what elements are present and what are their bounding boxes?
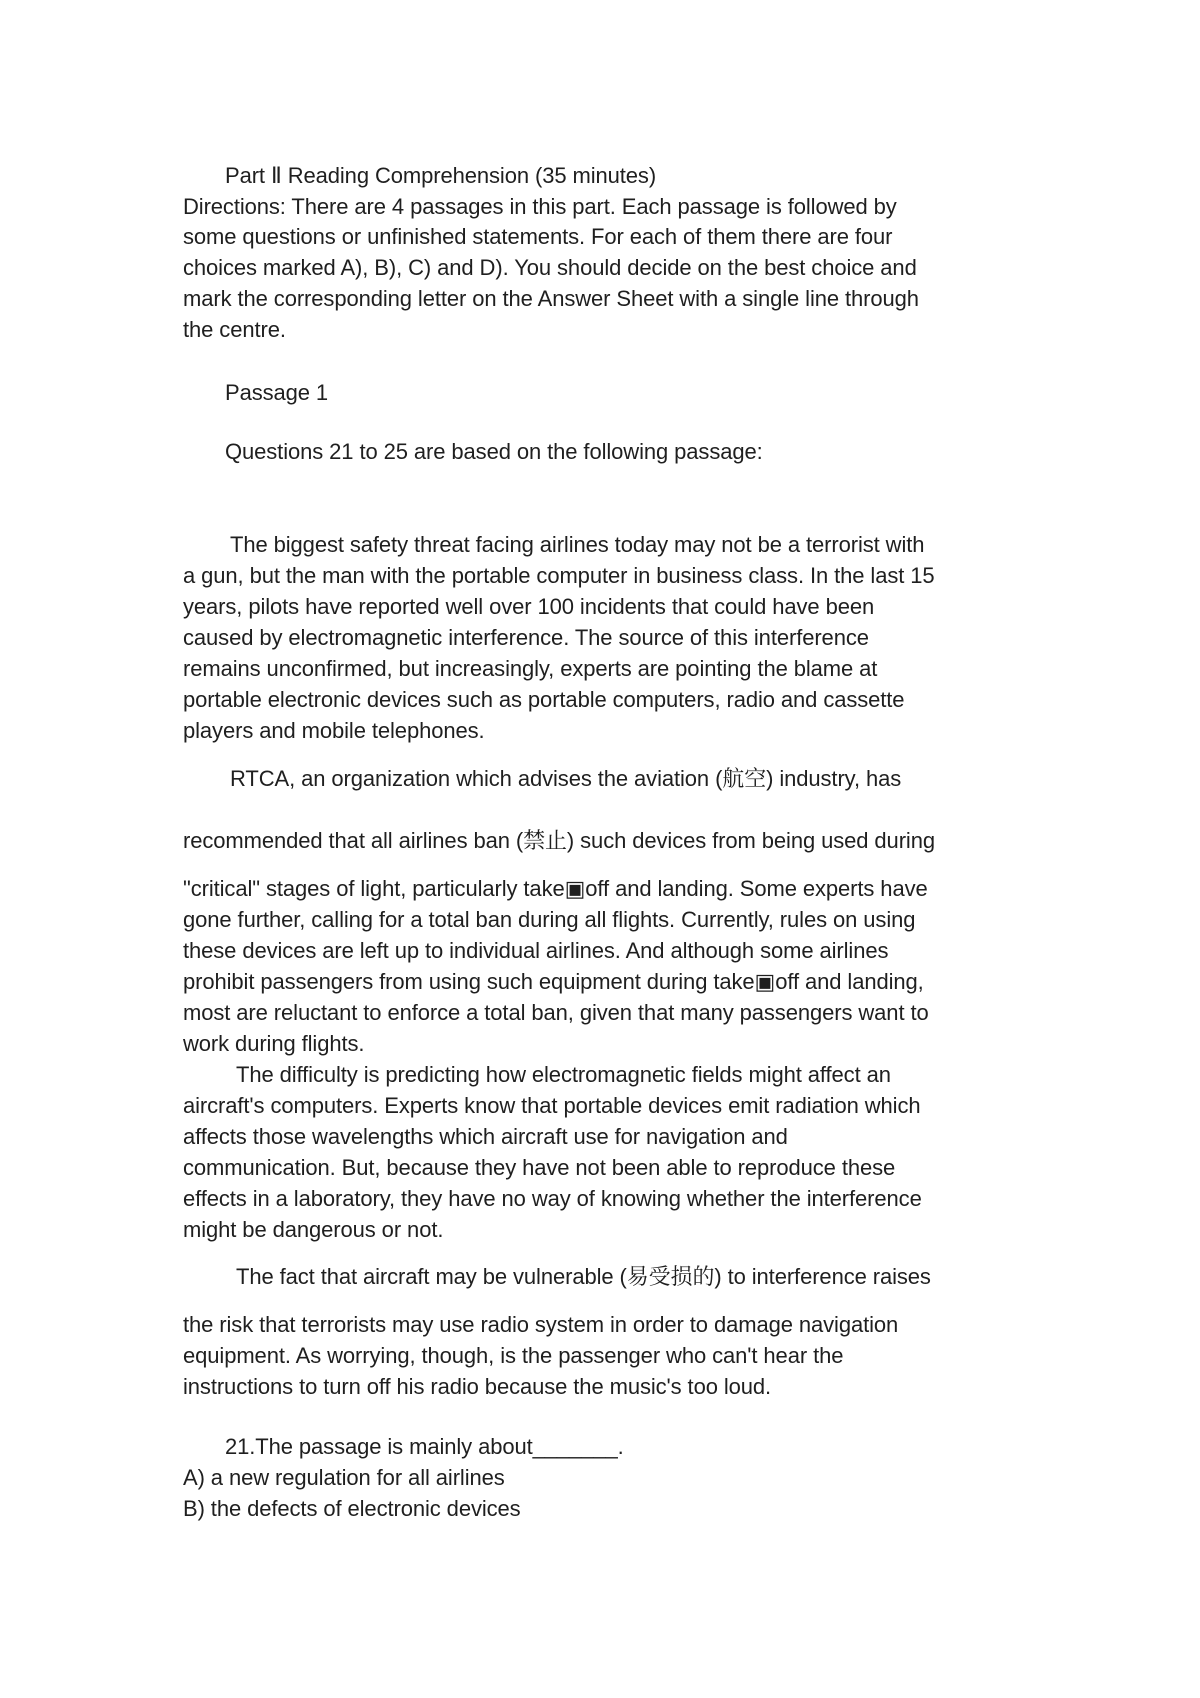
- paragraph-2-line: most are reluctant to enforce a total ban, given that many passengers want to: [183, 1000, 929, 1025]
- paragraph-3-line: aircraft's computers. Experts know that portable devices emit radiation which: [183, 1093, 921, 1118]
- directions-line: the centre.: [183, 317, 286, 342]
- paragraph-2-line: recommended that all airlines ban (禁止) such devices from being used during: [183, 828, 935, 853]
- directions-line: mark the corresponding letter on the Answer Sheet with a single line through: [183, 286, 919, 311]
- paragraph-3-line: effects in a laboratory, they have no way of knowing whether the interference: [183, 1186, 922, 1211]
- paragraph-4-line: instructions to turn off his radio because the music's too loud.: [183, 1374, 772, 1399]
- directions-line: choices marked A), B), C) and D). You should decide on the best choice and: [183, 255, 917, 280]
- paragraph-2-line: "critical" stages of light, particularly take▣off and landing. Some experts have: [183, 876, 928, 901]
- paragraph-2-line: work during flights.: [183, 1031, 365, 1056]
- paragraph-2-line: RTCA, an organization which advises the aviation (航空) industry, has: [230, 766, 902, 791]
- directions-line: some questions or unfinished statements. For each of them there are four: [183, 224, 893, 249]
- paragraph-1-line: remains unconfirmed, but increasingly, experts are pointing the blame at: [183, 656, 878, 681]
- paragraph-1-line: players and mobile telephones.: [183, 718, 485, 743]
- paragraph-1-line: The biggest safety threat facing airlines today may not be a terrorist with: [230, 532, 925, 557]
- paragraph-1-line: caused by electromagnetic interference. The source of this interference: [183, 625, 869, 650]
- question-21-stem: 21.The passage is mainly about_______.: [225, 1434, 624, 1459]
- paragraph-1-line: portable electronic devices such as portable computers, radio and cassette: [183, 687, 905, 712]
- passage-title: Passage 1: [225, 380, 329, 405]
- paragraph-2-line: prohibit passengers from using such equipment during take▣off and landing,: [183, 969, 924, 994]
- paragraph-3-line: affects those wavelengths which aircraft use for navigation and: [183, 1124, 788, 1149]
- paragraph-1-line: years, pilots have reported well over 100 incidents that could have been: [183, 594, 875, 619]
- paragraph-4-line: equipment. As worrying, though, is the passenger who can't hear the: [183, 1343, 844, 1368]
- part-heading: Part Ⅱ Reading Comprehension (35 minutes): [225, 163, 657, 188]
- paragraph-2-line: these devices are left up to individual airlines. And although some airlines: [183, 938, 889, 963]
- paragraph-4-line: the risk that terrorists may use radio system in order to damage navigation: [183, 1312, 899, 1337]
- paragraph-1-line: a gun, but the man with the portable computer in business class. In the last 15: [183, 563, 935, 588]
- paragraph-3-line: might be dangerous or not.: [183, 1217, 444, 1242]
- directions-line: Directions: There are 4 passages in this part. Each passage is followed by: [183, 194, 897, 219]
- question-21-option-a: A) a new regulation for all airlines: [183, 1465, 505, 1490]
- paragraph-4-line: The fact that aircraft may be vulnerable (易受损的) to interference raises: [236, 1264, 931, 1289]
- paragraph-2-line: gone further, calling for a total ban during all flights. Currently, rules on using: [183, 907, 916, 932]
- paragraph-3-line: communication. But, because they have not been able to reproduce these: [183, 1155, 896, 1180]
- question-21-option-b: B) the defects of electronic devices: [183, 1496, 521, 1521]
- paragraph-3-line: The difficulty is predicting how electromagnetic fields might affect an: [236, 1062, 891, 1087]
- passage-intro: Questions 21 to 25 are based on the following passage:: [225, 439, 763, 464]
